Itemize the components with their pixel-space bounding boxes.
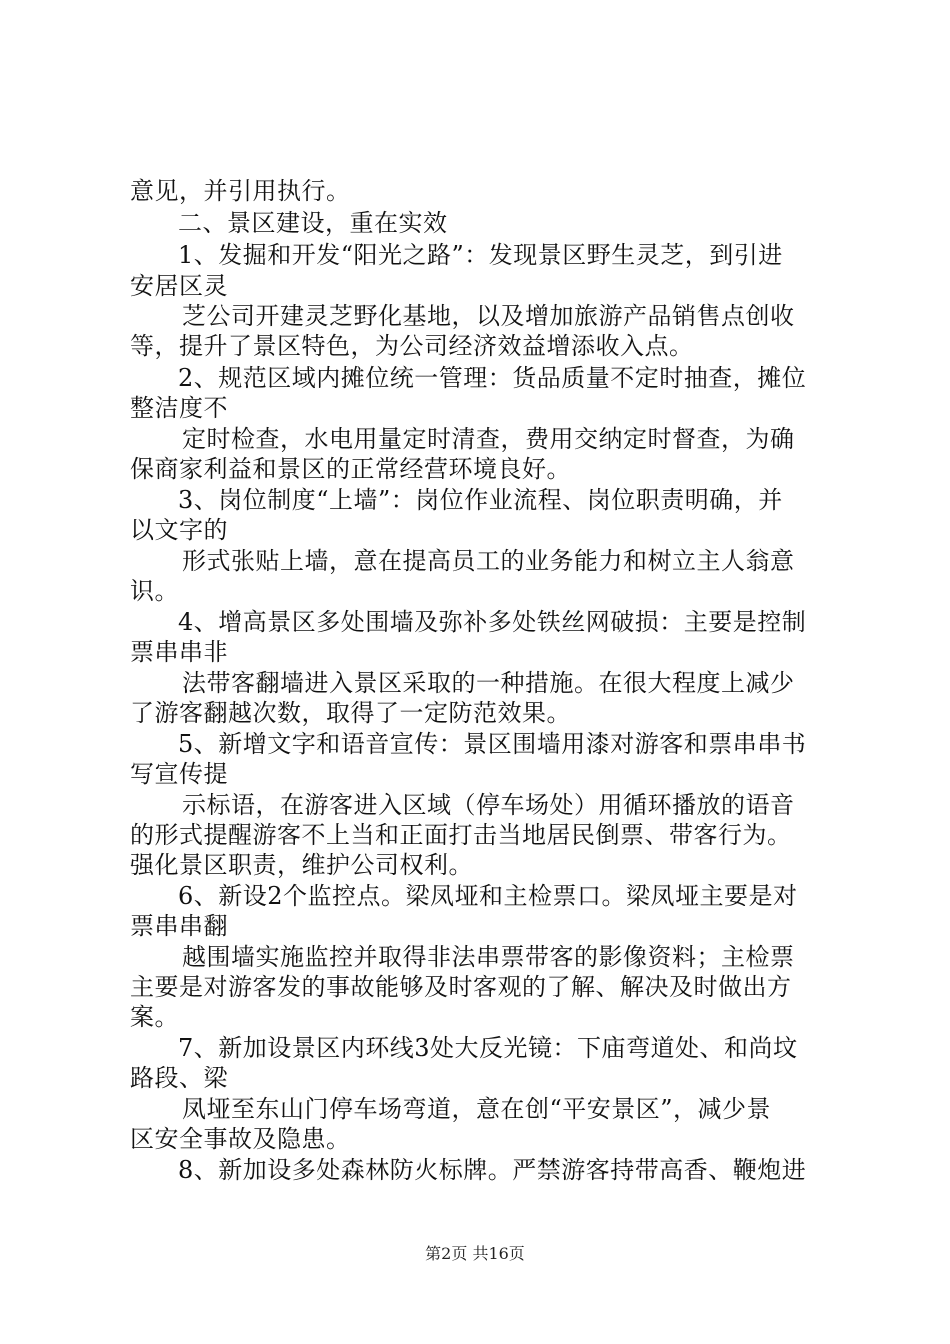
text-line: 7、新加设景区内环线3处大反光镜：下庙弯道处、和尚坟 [178, 1034, 798, 1062]
text-line: 以文字的 [130, 516, 228, 544]
text-line: 意见，并引用执行。 [130, 177, 351, 205]
text-line: 形式张贴上墙，意在提高员工的业务能力和树立主人翁意 [182, 547, 795, 575]
text-line: 主要是对游客发的事故能够及时客观的了解、解决及时做出方 [130, 973, 792, 1001]
text-line: 3、岗位制度“上墙”：岗位作业流程、岗位职责明确，并 [178, 486, 783, 514]
text-line: 8、新加设多处森林防火标牌。严禁游客持带高香、鞭炮进 [178, 1156, 807, 1184]
text-line: 整洁度不 [130, 394, 228, 422]
text-line: 等，提升了景区特色，为公司经济效益增添收入点。 [130, 332, 694, 360]
section-heading: 二、景区建设，重在实效 [178, 209, 448, 237]
text-line: 5、新增文字和语音宣传：景区围墙用漆对游客和票串串书 [178, 730, 807, 758]
text-line: 定时检查，水电用量定时清查，费用交纳定时督查，为确 [182, 425, 795, 453]
text-line: 1、发掘和开发“阳光之路”：发现景区野生灵芝，到引进 [178, 241, 783, 269]
text-line: 票串串非 [130, 638, 228, 666]
text-line: 保商家利益和景区的正常经营环境良好。 [130, 455, 571, 483]
text-line: 的形式提醒游客不上当和正面打击当地居民倒票、带客行为。 [130, 821, 792, 849]
text-line: 示标语，在游客进入区域（停车场处）用循环播放的语音 [182, 791, 795, 819]
text-line: 4、增高景区多处围墙及弥补多处铁丝网破损：主要是控制 [178, 608, 807, 636]
text-line: 芝公司开建灵芝野化基地，以及增加旅游产品销售点创收 [182, 302, 795, 330]
text-line: 识。 [130, 577, 179, 605]
page-footer: 第2页 共16页 [425, 1244, 525, 1263]
text-line: 法带客翻墙进入景区采取的一种措施。在很大程度上减少 [182, 669, 795, 697]
text-line: 了游客翻越次数，取得了一定防范效果。 [130, 699, 571, 727]
text-line: 强化景区职责，维护公司权利。 [130, 851, 473, 879]
text-line: 6、新设2个监控点。梁凤垭和主检票口。梁凤垭主要是对 [178, 882, 798, 910]
text-line: 路段、梁 [130, 1064, 228, 1092]
text-line: 票串串翻 [130, 912, 228, 940]
text-line: 越围墙实施监控并取得非法串票带客的影像资料；主检票 [182, 943, 795, 971]
text-line: 安居区灵 [130, 272, 228, 300]
text-line: 凤垭至东山门停车场弯道，意在创“平安景区”，减少景 [182, 1095, 772, 1123]
text-line: 2、规范区域内摊位统一管理：货品质量不定时抽查，摊位 [178, 364, 807, 392]
text-line: 区安全事故及隐患。 [130, 1125, 351, 1153]
text-line: 写宣传提 [130, 760, 228, 788]
text-line: 案。 [130, 1003, 179, 1031]
